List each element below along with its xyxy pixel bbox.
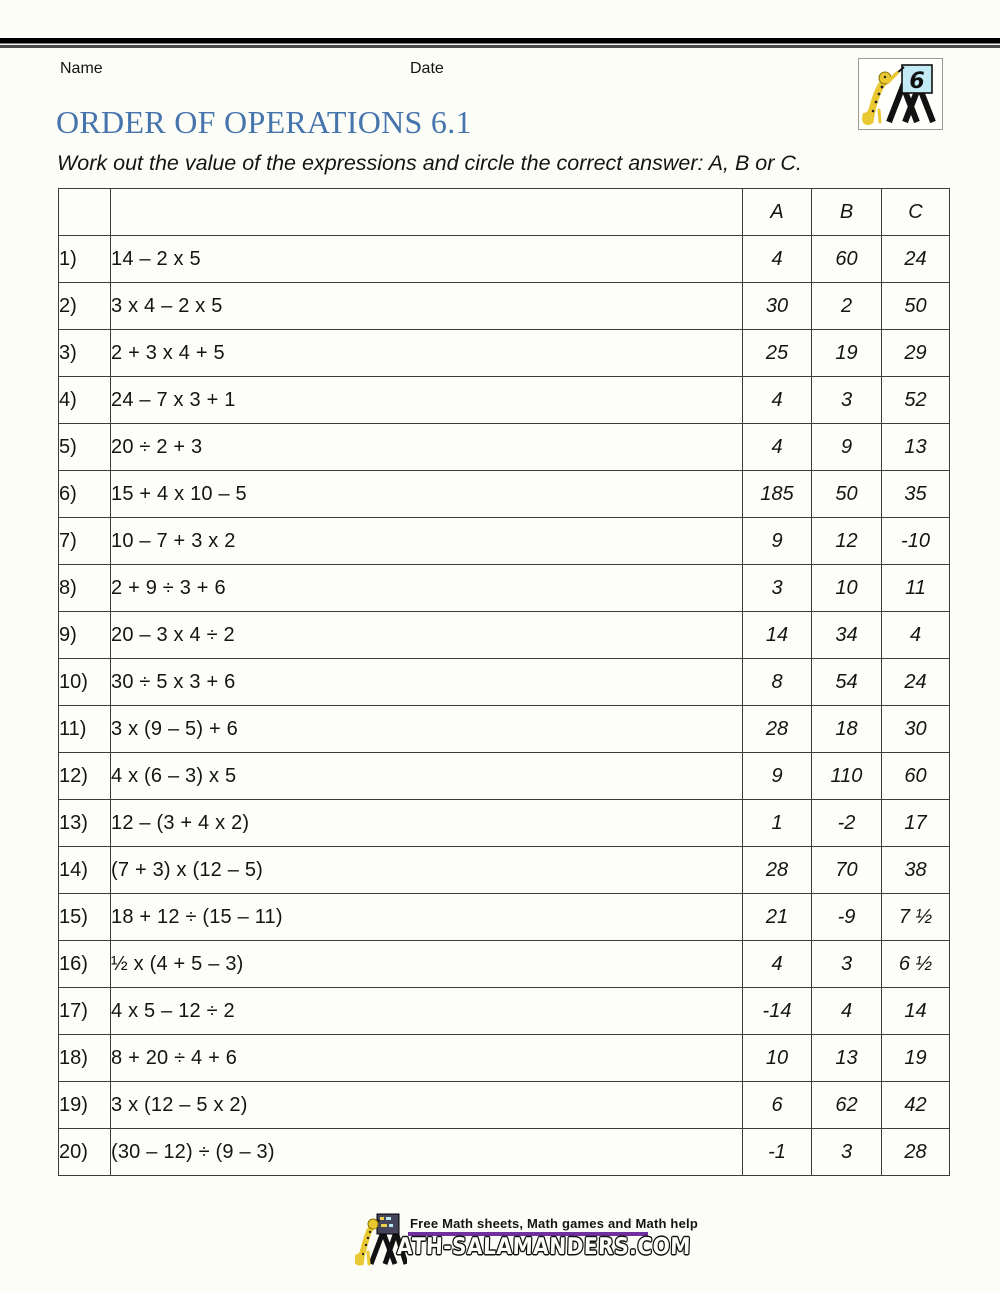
answer-b: 19 [812,330,882,377]
problem-expression: 2 + 9 ÷ 3 + 6 [111,565,743,612]
problem-row [59,518,950,565]
problem-row [59,706,950,753]
problem-number: 2) [59,283,111,330]
answer-a: 4 [743,236,812,283]
answer-b: 110 [812,753,882,800]
answer-c: 52 [882,377,950,424]
answer-c: 6 ½ [882,941,950,988]
date-label: Date [410,60,444,77]
problem-expression: 20 – 3 x 4 ÷ 2 [111,612,743,659]
answer-a: -14 [743,988,812,1035]
answer-b: 9 [812,424,882,471]
problem-number: 1) [59,236,111,283]
problem-expression: 3 x 4 – 2 x 5 [111,283,743,330]
problem-row [59,236,950,283]
problem-expression: 4 x (6 – 3) x 5 [111,753,743,800]
answer-a: 30 [743,283,812,330]
answer-c: 17 [882,800,950,847]
problem-row [59,800,950,847]
answer-b: 3 [812,1129,882,1176]
problem-row [59,988,950,1035]
problem-number: 4) [59,377,111,424]
problem-row [59,283,950,330]
problem-number: 15) [59,894,111,941]
answer-c: 11 [882,565,950,612]
problem-number: 7) [59,518,111,565]
problem-row [59,377,950,424]
answer-a: 28 [743,847,812,894]
answer-b: -9 [812,894,882,941]
problem-expression: 24 – 7 x 3 + 1 [111,377,743,424]
grade-number: 6 [909,69,925,94]
answer-b: 3 [812,941,882,988]
answer-c: 13 [882,424,950,471]
problem-expression: 4 x 5 – 12 ÷ 2 [111,988,743,1035]
answer-b: 18 [812,706,882,753]
problem-row [59,941,950,988]
problem-expression: ½ x (4 + 5 – 3) [111,941,743,988]
answer-b: 13 [812,1035,882,1082]
answer-c: -10 [882,518,950,565]
problem-number: 13) [59,800,111,847]
answer-a: 25 [743,330,812,377]
problem-row [59,753,950,800]
problem-expression: 3 x (9 – 5) + 6 [111,706,743,753]
answer-b: 60 [812,236,882,283]
answer-a: 6 [743,1082,812,1129]
answer-a: 3 [743,565,812,612]
problem-row [59,1035,950,1082]
problem-expression: 18 + 12 ÷ (15 – 11) [111,894,743,941]
problem-expression: 2 + 3 x 4 + 5 [111,330,743,377]
name-label: Name [60,60,103,77]
answer-c: 30 [882,706,950,753]
answer-b: 10 [812,565,882,612]
answer-c: 42 [882,1082,950,1129]
problem-expression: 14 – 2 x 5 [111,236,743,283]
answer-a: 9 [743,753,812,800]
answer-c: 19 [882,1035,950,1082]
problem-row [59,1129,950,1176]
instruction-text: Work out the value of the expressions and circle the correct answer: A, B or C. [57,151,802,175]
problem-number: 16) [59,941,111,988]
answer-a: 8 [743,659,812,706]
header-expression [111,189,743,236]
top-rule [0,38,1000,48]
problem-number: 9) [59,612,111,659]
header-row [59,189,950,236]
problem-expression: (30 – 12) ÷ (9 – 3) [111,1129,743,1176]
footer-tagline: Free Math sheets, Math games and Math help [410,1216,698,1231]
answer-a: 1 [743,800,812,847]
answer-b: 4 [812,988,882,1035]
answer-a: 9 [743,518,812,565]
answer-c: 50 [882,283,950,330]
problems-table [58,188,950,1176]
answer-a: 21 [743,894,812,941]
problem-expression: 3 x (12 – 5 x 2) [111,1082,743,1129]
problem-row [59,612,950,659]
problem-number: 8) [59,565,111,612]
problem-row [59,847,950,894]
problem-number: 5) [59,424,111,471]
answer-c: 14 [882,988,950,1035]
problem-number: 3) [59,330,111,377]
problem-number: 14) [59,847,111,894]
header-num [59,189,111,236]
problem-expression: 10 – 7 + 3 x 2 [111,518,743,565]
answer-b: 62 [812,1082,882,1129]
problem-number: 17) [59,988,111,1035]
grade-badge [858,58,943,130]
answer-b: 2 [812,283,882,330]
footer-site-name: ATH-SALAMANDERS.COM [396,1234,692,1260]
header-answer-b: B [812,189,882,236]
answer-c: 24 [882,236,950,283]
problem-row [59,659,950,706]
header-answer-c: C [882,189,950,236]
answer-c: 35 [882,471,950,518]
answer-c: 4 [882,612,950,659]
answer-a: 10 [743,1035,812,1082]
problem-expression: 20 ÷ 2 + 3 [111,424,743,471]
problem-row [59,330,950,377]
answer-a: 14 [743,612,812,659]
answer-c: 28 [882,1129,950,1176]
answer-b: 12 [812,518,882,565]
salamander-grade-icon [858,58,943,130]
answer-a: -1 [743,1129,812,1176]
answer-c: 24 [882,659,950,706]
answer-a: 185 [743,471,812,518]
answer-b: -2 [812,800,882,847]
answer-b: 3 [812,377,882,424]
problem-row [59,565,950,612]
problem-expression: 12 – (3 + 4 x 2) [111,800,743,847]
answer-c: 29 [882,330,950,377]
answer-c: 7 ½ [882,894,950,941]
problem-row [59,894,950,941]
problem-row [59,424,950,471]
problem-row [59,471,950,518]
answer-a: 4 [743,424,812,471]
problem-number: 20) [59,1129,111,1176]
answer-a: 4 [743,377,812,424]
answer-b: 34 [812,612,882,659]
answer-c: 38 [882,847,950,894]
problem-number: 12) [59,753,111,800]
problem-number: 11) [59,706,111,753]
problem-number: 18) [59,1035,111,1082]
answer-a: 4 [743,941,812,988]
problem-number: 10) [59,659,111,706]
problem-expression: (7 + 3) x (12 – 5) [111,847,743,894]
answer-c: 60 [882,753,950,800]
problem-number: 19) [59,1082,111,1129]
answer-b: 50 [812,471,882,518]
header-answer-a: A [743,189,812,236]
answer-b: 54 [812,659,882,706]
problem-row [59,1082,950,1129]
page-title: ORDER OF OPERATIONS 6.1 [56,104,472,140]
problem-number: 6) [59,471,111,518]
problem-expression: 30 ÷ 5 x 3 + 6 [111,659,743,706]
problem-expression: 15 + 4 x 10 – 5 [111,471,743,518]
answer-a: 28 [743,706,812,753]
footer [0,1208,1000,1278]
answer-b: 70 [812,847,882,894]
problem-expression: 8 + 20 ÷ 4 + 6 [111,1035,743,1082]
